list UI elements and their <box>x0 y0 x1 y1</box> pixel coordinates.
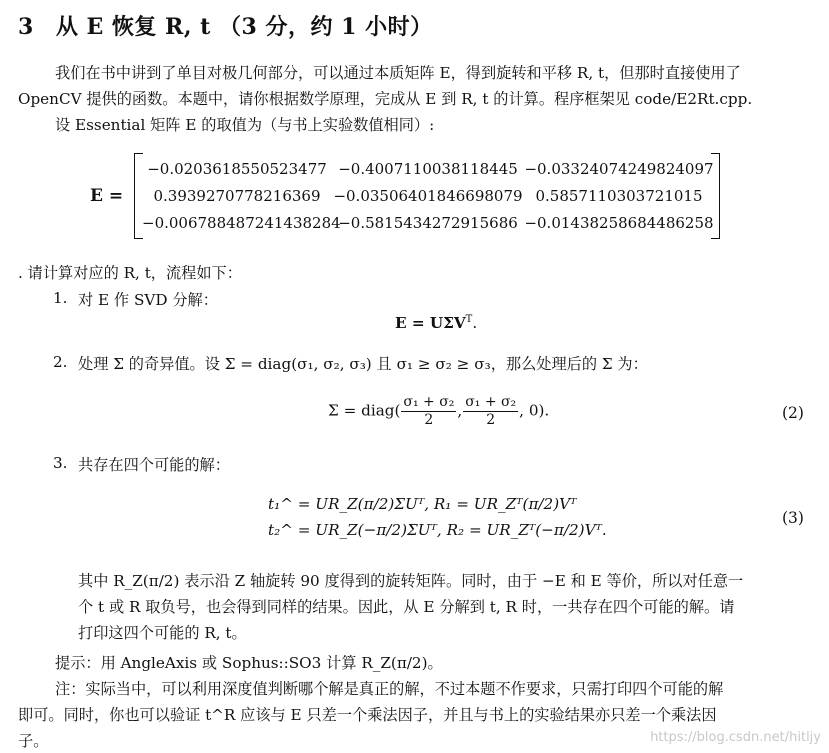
equation-number-2: (2) <box>782 404 804 422</box>
matrix-cell: −0.006788487241438284 <box>142 214 341 232</box>
explain-line-3: 打印这四个可能的 R, t。 <box>78 624 247 642</box>
step-2-number: 2. <box>53 353 68 371</box>
svd-equation <box>395 314 477 332</box>
svd-equation-sup: T <box>465 314 473 325</box>
fraction-denominator: 2 <box>486 412 496 428</box>
note-line-1: 注：实际当中，可以利用深度值判断哪个解是真正的解，不过本题不作要求，只需打印四个可能的解 <box>55 680 724 698</box>
sigma-eq-left: Σ = diag( <box>328 401 401 420</box>
solution-line-2: t₂^ = UR_Z(−π/2)ΣUᵀ, R₂ = UR_Zᵀ(−π/2)Vᵀ. <box>268 521 607 539</box>
after-matrix-text: . 请计算对应的 R, t，流程如下： <box>18 264 242 282</box>
fraction-numerator: σ₁ + σ₂ <box>465 394 517 410</box>
note-line-2: 即可。同时，你也可以验证 t^R 应该与 E 只差一个乘法因子，并且与书上的实验结果亦只差一个乘法因 <box>18 706 717 724</box>
matrix-cell: −0.03506401846698079 <box>333 187 523 205</box>
intro-line-1: 我们在书中讲到了单目对极几何部分，可以通过本质矩阵 E，得到旋转和平移 R, t，但那时直接使用了 <box>55 64 741 82</box>
explain-line-1: 其中 R_Z(π/2) 表示沿 Z 轴旋转 90 度得到的旋转矩阵。同时，由于 −E 和 E 等价，所以对任意一 <box>78 572 744 590</box>
matrix-cell: −0.03324074249824097 <box>524 160 714 178</box>
intro-line-3: 设 Essential 矩阵 E 的取值为（与书上实验数值相同）: <box>55 116 435 134</box>
step-1-text: 对 E 作 SVD 分解： <box>78 291 218 309</box>
step-1-number: 1. <box>53 289 68 307</box>
hint-text: 提示：用 AngleAxis 或 Sophus::SO3 计算 R_Z(π/2)。 <box>55 654 443 672</box>
svd-equation-end: . <box>472 314 478 333</box>
matrix-cell: 0.5857110303721015 <box>535 187 703 205</box>
matrix-cell: −0.0203618550523477 <box>147 160 327 178</box>
step-3-number: 3. <box>53 454 68 472</box>
sigma-fraction-1 <box>401 394 456 429</box>
svd-equation-main: E = UΣV <box>395 314 466 333</box>
matrix-cell: −0.01438258684486258 <box>524 214 714 232</box>
matrix-cell: −0.4007110038118445 <box>338 160 518 178</box>
watermark: https://blog.csdn.net/hitljy <box>650 730 821 745</box>
sigma-eq-right: , 0). <box>519 401 550 420</box>
matrix-cell: 0.3939270778216369 <box>153 187 321 205</box>
essential-matrix <box>90 150 730 242</box>
intro-line-2: OpenCV 提供的函数。本题中，请你根据数学原理，完成从 E 到 R, t 的计算。程序框架见 code/E2Rt.cpp. <box>18 90 753 108</box>
solution-line-1: t₁^ = UR_Z(π/2)ΣUᵀ, R₁ = UR_Zᵀ(π/2)Vᵀ <box>268 495 577 513</box>
matrix-label: E = <box>90 186 124 206</box>
fraction-numerator: σ₁ + σ₂ <box>403 394 455 410</box>
section-title: 从 E 恢复 R, t （3 分，约 1 小时） <box>55 14 433 40</box>
fraction-denominator: 2 <box>424 412 434 428</box>
step-2-text: 处理 Σ 的奇异值。设 Σ = diag(σ₁, σ₂, σ₃) 且 σ₁ ≥ σ₂ ≥ σ₃，那么处理后的 Σ 为： <box>78 355 648 373</box>
matrix-cell: −0.5815434272915686 <box>338 214 518 232</box>
step-3-text: 共存在四个可能的解： <box>78 456 230 474</box>
section-number: 3 <box>18 14 34 40</box>
section-heading <box>18 10 433 41</box>
equation-number-3: (3) <box>782 509 804 527</box>
sigma-equation: Σ = diag( $\frac{\text{σ₁ + σ₂}}{2}$ , $\frac{\text{σ₁ + σ₂}}{2}$ , 0). <box>328 394 550 428</box>
explain-line-2: 个 t 或 R 取负号，也会得到同样的结果。因此，从 E 分解到 t, R 时，一共存在四个可能的解。请 <box>78 598 735 616</box>
note-line-3: 子。 <box>18 732 49 750</box>
sigma-fraction-2 <box>463 394 518 429</box>
